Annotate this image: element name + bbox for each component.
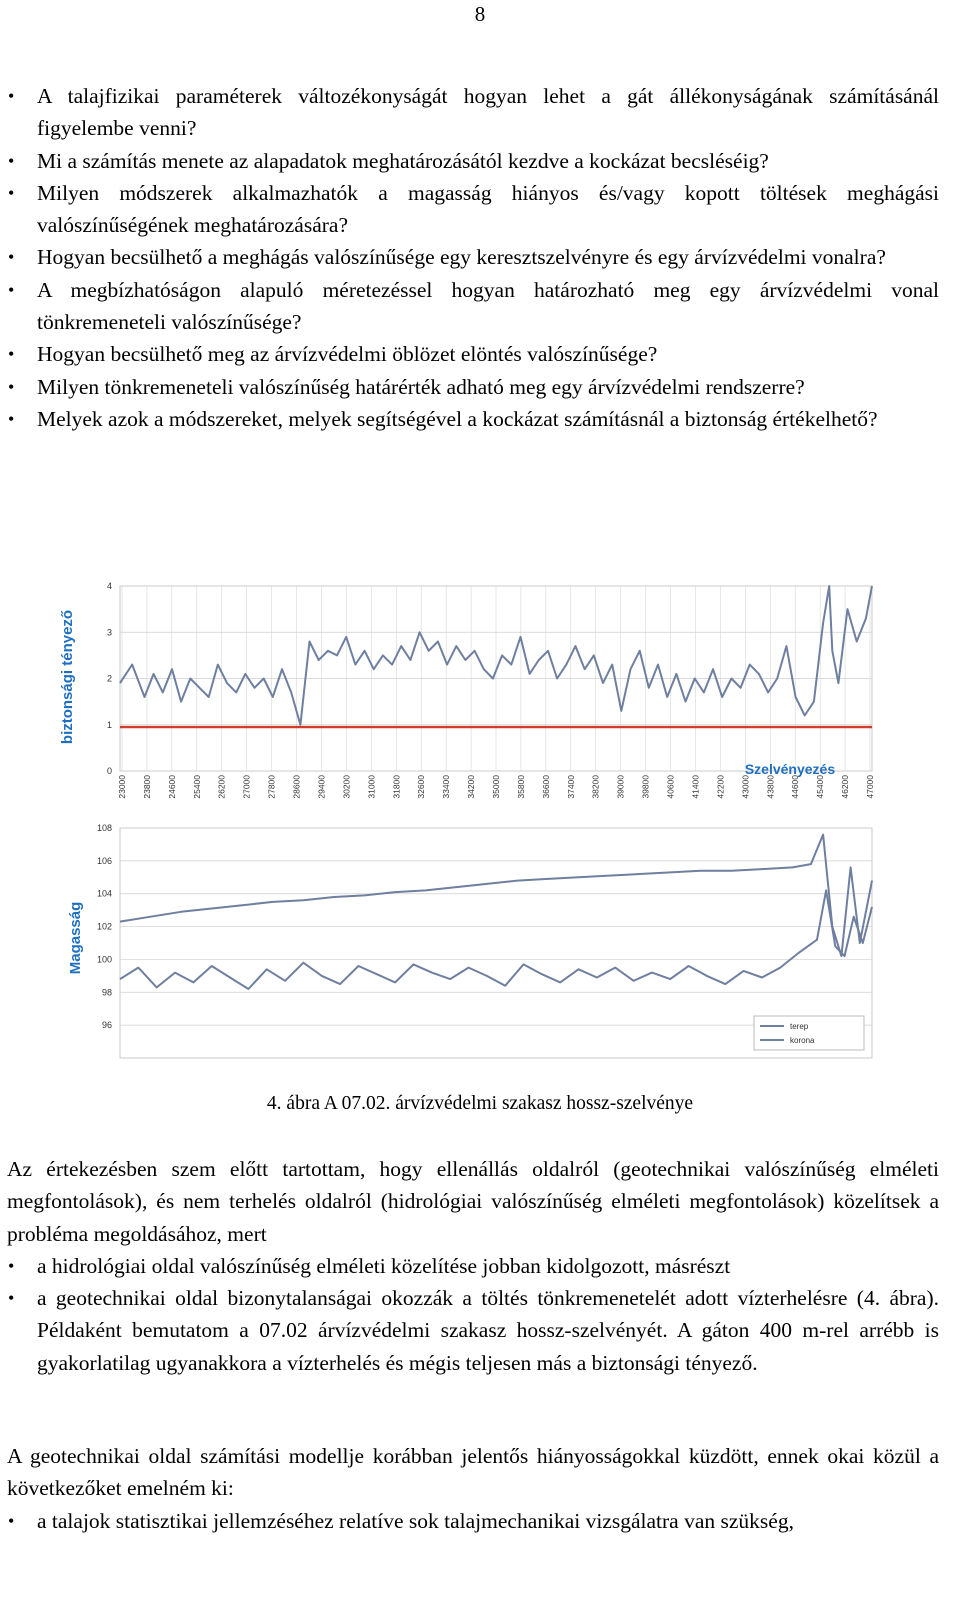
x-tick-label: 26200 — [216, 775, 227, 799]
x-tick-label: 39800 — [640, 775, 651, 799]
safety-factor-chart — [59, 581, 875, 799]
chart2-y-ticks — [97, 823, 112, 1030]
y-tick-label: 4 — [106, 581, 112, 591]
x-tick-label: 35000 — [491, 775, 501, 799]
y-tick-label: 1 — [106, 719, 112, 730]
x-tick-label: 24600 — [166, 775, 177, 799]
bullet-list — [7, 1250, 939, 1379]
x-tick-label: 43000 — [740, 775, 751, 799]
question-item: • Melyek azok a módszereket, melyek segítségével a kockázat számításnál a biztonság értékelhető? — [7, 403, 939, 435]
bullet-item: • a hidrológiai oldal valószínűség elméleti közelítése jobban kidolgozott, másrészt — [7, 1250, 939, 1282]
y-tick-label: 96 — [101, 1020, 112, 1031]
x-tick-label: 27000 — [241, 775, 252, 799]
x-tick-label: 35800 — [515, 775, 526, 799]
chart1-x-ticks — [117, 775, 875, 799]
chart2-legend — [754, 1016, 864, 1050]
x-tick-label: 31000 — [366, 775, 377, 799]
x-tick-label: 44600 — [790, 775, 801, 799]
x-tick-label: 42200 — [715, 775, 726, 799]
y-tick-label: 108 — [96, 823, 112, 833]
x-tick-label: 41400 — [690, 775, 701, 799]
question-item: • A megbízhatóságon alapuló méretezéssel hogyan határozható meg egy árvízvédelmi vonal tönkremeneteli valószínűsége? — [7, 274, 939, 339]
x-tick-label: 36600 — [540, 775, 551, 799]
paragraph: Az értekezésben szem előtt tartottam, hogy ellenállás oldalról (geotechnikai valószínűség elméleti megfontolások), és nem terhelés oldalról (hidrológiai valószínűség elméleti megfontolások) közelítsek a probléma megoldásához, mert — [7, 1157, 939, 1246]
chart1-y-axis-title: biztonsági tényező — [59, 609, 76, 745]
body-section-2 — [7, 1440, 939, 1537]
x-tick-label: 33400 — [441, 775, 452, 799]
x-tick-label: 23000 — [117, 775, 127, 799]
question-item: • A talajfizikai paraméterek változékonyságát hogyan lehet a gát állékonyságának számításánál figyelembe venni? — [7, 80, 939, 145]
x-tick-label: 38200 — [590, 775, 601, 799]
y-tick-label: 98 — [101, 987, 112, 998]
x-tick-label: 28600 — [291, 775, 302, 799]
x-tick-label: 29400 — [316, 775, 327, 799]
figure — [50, 578, 880, 1088]
y-tick-label: 3 — [106, 627, 112, 638]
question-list — [7, 80, 939, 435]
legend-label-terep: terep — [790, 1022, 809, 1031]
x-tick-label: 47000 — [865, 775, 875, 799]
x-tick-label: 30200 — [341, 775, 352, 799]
x-tick-label: 40600 — [665, 775, 676, 799]
figure-svg — [50, 578, 880, 1088]
y-tick-label: 0 — [106, 766, 112, 776]
bullet-item: • a talajok statisztikai jellemzéséhez relatíve sok talajmechanikai vizsgálatra van szükség, — [7, 1505, 939, 1537]
chart2-y-axis-title: Magasság — [67, 901, 84, 975]
elevation-chart — [67, 823, 872, 1058]
question-item: • Milyen tönkremeneteli valószínűség határérték adható meg egy árvízvédelmi rendszerre? — [7, 371, 939, 403]
x-tick-label: 32600 — [416, 775, 427, 799]
x-tick-label: 43800 — [765, 775, 776, 799]
x-tick-label: 31800 — [391, 775, 402, 799]
y-tick-label: 100 — [96, 954, 112, 965]
question-item: • Hogyan becsülhető meg az árvízvédelmi öblözet elöntés valószínűsége? — [7, 338, 939, 370]
x-tick-label: 46200 — [840, 775, 851, 799]
paragraph: A geotechnikai oldal számítási modellje korábban jelentős hiányosságokkal küzdött, ennek okai közül a következőket emelném ki: — [7, 1444, 939, 1501]
y-tick-label: 104 — [96, 888, 112, 899]
x-tick-label: 25400 — [191, 775, 202, 799]
bullet-list — [7, 1505, 939, 1537]
x-tick-label: 27800 — [266, 775, 277, 799]
chart1-y-ticks — [107, 581, 112, 776]
x-tick-label: 45400 — [815, 775, 826, 799]
x-tick-label: 34200 — [466, 775, 477, 799]
question-item: • Milyen módszerek alkalmazhatók a magasság hiányos és/vagy kopott töltések meghágási valószínűségének meghatározására? — [7, 177, 939, 242]
y-tick-label: 2 — [106, 673, 112, 684]
figure-caption: 4. ábra A 07.02. árvízvédelmi szakasz hossz-szelvénye — [266, 1093, 694, 1114]
x-tick-label: 23800 — [141, 775, 152, 799]
body-section-1 — [7, 1153, 939, 1379]
bullet-item: • a geotechnikai oldal bizonytalanságai okozzák a töltés tönkremenetelét adott vízterhelésre (4. ábra). Példaként bemutatom a 07.02 árvízvédelmi szakasz hossz-szelvényét. A gáton 400 m-rel arrébb is gyakorlatilag ugyanakkora a vízterhelés és mégis teljesen más a biztonsági tényező. — [7, 1282, 939, 1379]
legend-label-korona: korona — [790, 1036, 815, 1045]
y-tick-label: 102 — [96, 921, 112, 932]
question-item: • Mi a számítás menete az alapadatok meghatározásától kezdve a kockázat becsléséig? — [7, 145, 939, 177]
page-number: 8 — [474, 2, 486, 26]
y-tick-label: 106 — [96, 855, 112, 866]
x-tick-label: 39000 — [615, 775, 626, 799]
x-tick-label: 37400 — [565, 775, 576, 799]
question-item: • Hogyan becsülhető a meghágás valószínűsége egy keresztszelvényre és egy árvízvédelmi vonalra? — [7, 241, 939, 273]
chart1-x-axis-title: Szelvényezés — [744, 761, 836, 777]
